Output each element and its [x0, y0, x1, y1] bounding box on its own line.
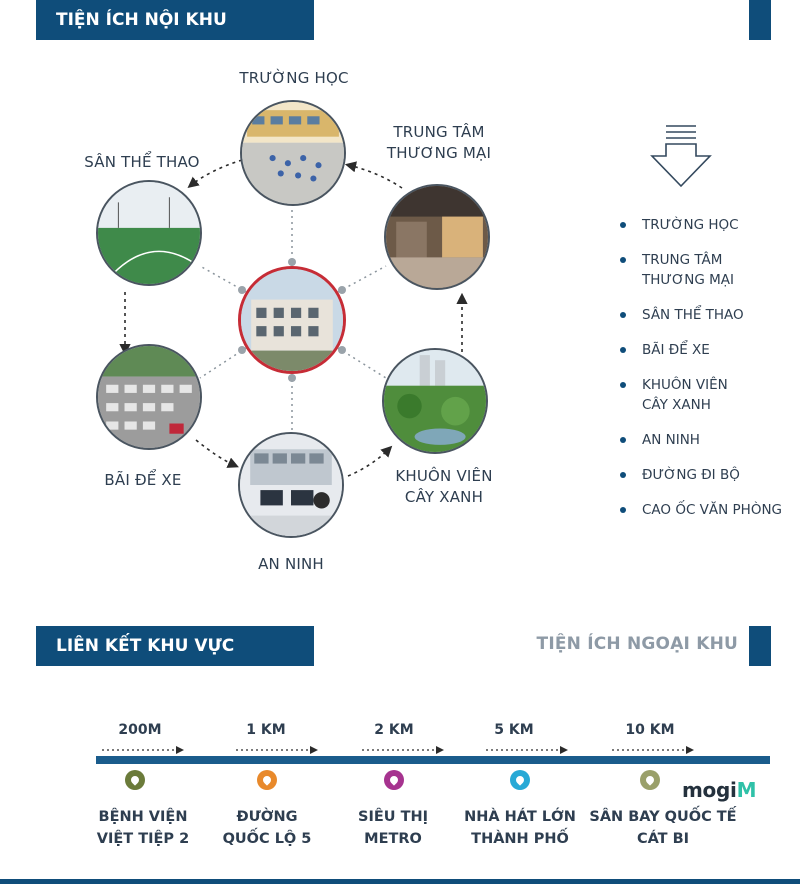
green-park-image	[382, 348, 488, 454]
location-pin-icon	[257, 770, 277, 790]
dotted-arrow-icon	[362, 746, 444, 754]
list-item	[620, 250, 782, 290]
timeline-bar	[96, 756, 770, 764]
hub-label-park	[382, 466, 506, 508]
list-item-label-line2: CÂY XANH	[642, 397, 711, 413]
mogi-logo	[682, 778, 756, 802]
parking-lot-image	[96, 344, 202, 450]
down-arrow-icon	[650, 124, 712, 188]
bullet-icon	[620, 222, 626, 228]
subtitle-accent-bar	[749, 626, 771, 666]
list-item	[620, 340, 782, 360]
sports-field-image	[96, 180, 202, 286]
distance-label: 10 KM	[625, 722, 675, 738]
distance-label: 2 KM	[374, 722, 414, 738]
bullet-icon	[620, 382, 626, 388]
bullet-icon	[620, 472, 626, 478]
list-item-label: TRUNG TÂM	[642, 252, 723, 268]
hub-label-mall-line1: TRUNG TÂM	[393, 123, 485, 141]
bullet-icon	[620, 312, 626, 318]
section-title-inner: TIỆN ÍCH NỘI KHU	[36, 0, 314, 40]
bullet-icon	[620, 507, 626, 513]
list-item	[620, 430, 782, 450]
place-line1: SÂN BAY QUỐC TẾ	[589, 809, 737, 825]
list-item-label: KHUÔN VIÊN	[642, 377, 728, 393]
amenity-list	[620, 215, 782, 535]
location-pin-icon	[384, 770, 404, 790]
distance-label: 1 KM	[246, 722, 286, 738]
place-line2: QUỐC LỘ 5	[222, 831, 312, 847]
place-line1: NHÀ HÁT LỚN	[464, 809, 576, 825]
distance-label: 200M	[118, 722, 162, 738]
hub-label-park-line2: CÂY XANH	[404, 488, 484, 506]
logo-mark: M	[736, 778, 757, 802]
location-pin-icon	[640, 770, 660, 790]
hub-label-security: AN NINH	[258, 555, 324, 573]
mall-image	[384, 184, 490, 290]
location-pin-icon	[510, 770, 530, 790]
place-line2: THÀNH PHỐ	[471, 831, 569, 847]
school-image	[240, 100, 346, 206]
place-airport	[578, 806, 748, 850]
list-item-label: BÃI ĐỂ XE	[642, 342, 710, 358]
place-line1: SIÊU THỊ	[358, 809, 428, 825]
townhouse-center-image	[238, 266, 346, 374]
location-pin-icon	[125, 770, 145, 790]
logo-text: mogi	[682, 778, 737, 802]
list-item	[620, 215, 782, 235]
header-accent-bar	[749, 0, 771, 40]
dotted-arrow-icon	[486, 746, 568, 754]
list-item	[620, 465, 782, 485]
list-item-label: ĐƯỜNG ĐI BỘ	[642, 467, 740, 483]
place-line2: METRO	[364, 831, 422, 847]
list-item	[620, 500, 782, 520]
hub-label-parking: BÃI ĐỂ XE	[104, 471, 182, 489]
list-item-label: SÂN THỂ THAO	[642, 307, 744, 323]
list-item-label: AN NINH	[642, 432, 700, 448]
hub-label-sports: SÂN THỂ THAO	[84, 153, 200, 171]
place-line2: VIỆT TIỆP 2	[96, 831, 190, 847]
bottom-rule	[0, 879, 800, 884]
dotted-arrow-icon	[612, 746, 694, 754]
hub-label-park-line1: KHUÔN VIÊN	[395, 467, 493, 485]
dotted-arrow-icon	[236, 746, 318, 754]
dotted-arrow-icon	[102, 746, 184, 754]
list-item-label: TRƯỜNG HỌC	[642, 217, 739, 233]
distance-label: 5 KM	[494, 722, 534, 738]
hub-label-mall	[372, 122, 506, 164]
bullet-icon	[620, 437, 626, 443]
list-item-label: CAO ỐC VĂN PHÒNG	[642, 502, 783, 518]
bullet-icon	[620, 257, 626, 263]
list-item	[620, 305, 782, 325]
place-line2: CÁT BI	[636, 831, 690, 847]
security-image	[238, 432, 344, 538]
section-title-link: LIÊN KẾT KHU VỰC	[36, 626, 314, 666]
list-item	[620, 375, 782, 415]
section-subtitle-outside: TIỆN ÍCH NGOẠI KHU	[536, 634, 738, 654]
hub-label-mall-line2: THƯƠNG MẠI	[386, 144, 492, 162]
place-line1: BỆNH VIỆN	[98, 809, 188, 825]
hub-label-school: TRƯỜNG HỌC	[239, 69, 349, 87]
list-item-label-line2: THƯƠNG MẠI	[642, 272, 735, 288]
place-opera-house	[445, 806, 595, 850]
bullet-icon	[620, 347, 626, 353]
place-line1: ĐƯỜNG	[236, 809, 298, 825]
